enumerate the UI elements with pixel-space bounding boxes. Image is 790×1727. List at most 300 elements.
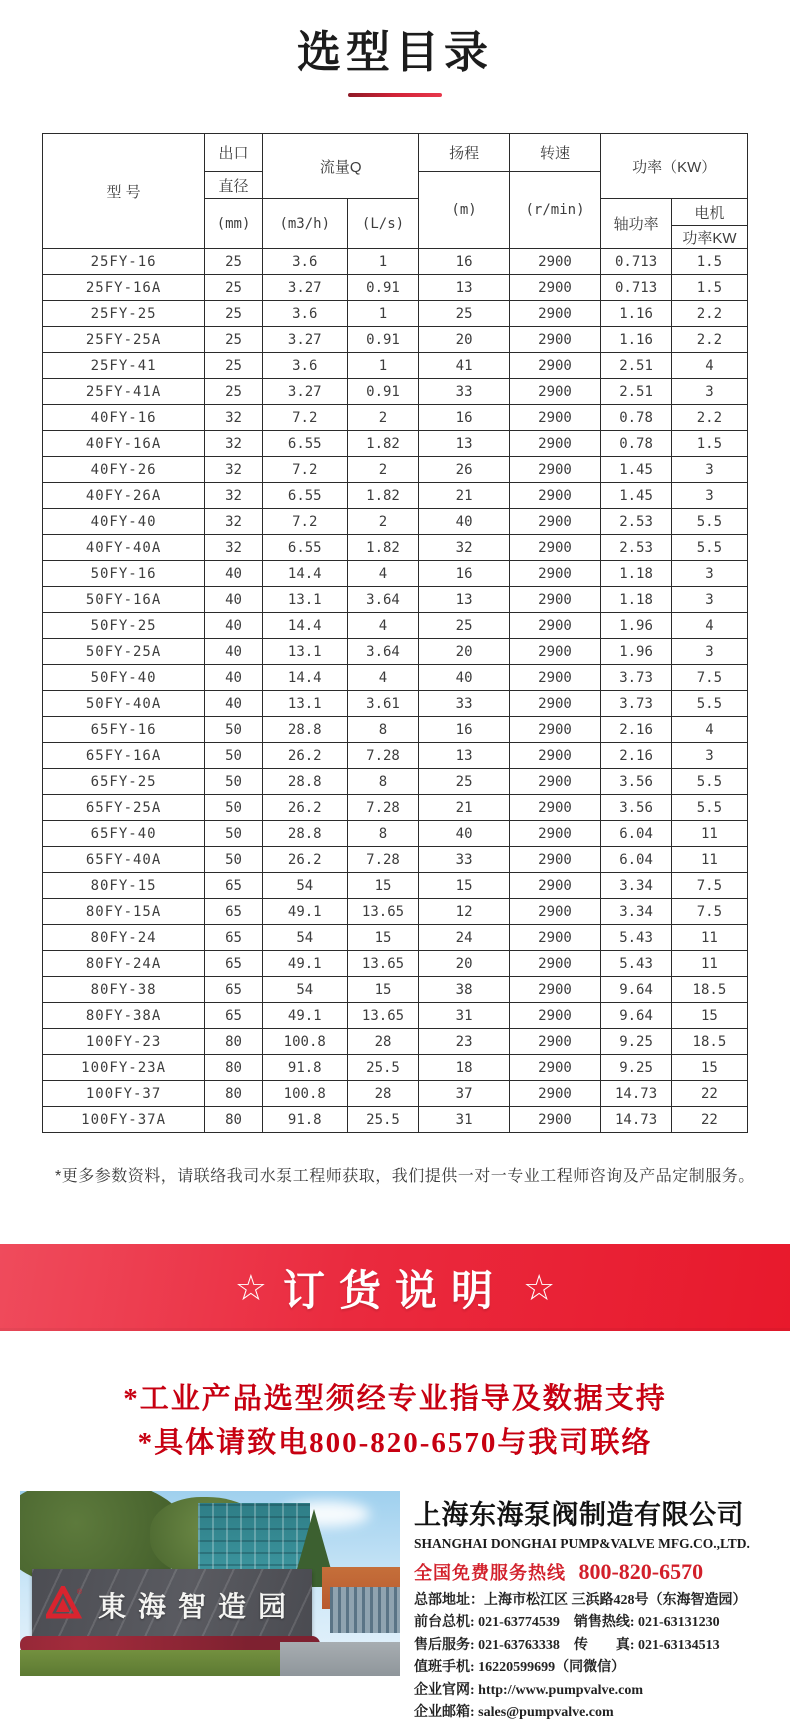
table-row: [43, 535, 748, 561]
table-cell: 0.78: [601, 405, 671, 431]
table-cell: 32: [205, 535, 263, 561]
table-cell: 0.78: [601, 431, 671, 457]
star-icon: ☆: [523, 1266, 556, 1308]
table-cell: 65: [205, 977, 263, 1003]
table-cell: 2900: [509, 925, 601, 951]
table-cell: 2.2: [671, 301, 747, 327]
table-cell: 32: [205, 457, 263, 483]
table-cell: 40: [205, 561, 263, 587]
table-row: [43, 1055, 748, 1081]
col-header-shaft-power: 轴功率: [601, 199, 671, 249]
table-cell: 6.55: [262, 431, 347, 457]
table-row: [43, 587, 748, 613]
table-cell: 15: [347, 977, 419, 1003]
table-cell: 80FY-38A: [43, 1003, 205, 1029]
table-row: [43, 1003, 748, 1029]
table-cell: 2900: [509, 587, 601, 613]
col-header-speed: 转速: [509, 134, 601, 172]
col-header-flow: 流量Q: [262, 134, 419, 199]
table-cell: 8: [347, 717, 419, 743]
table-cell: 4: [671, 353, 747, 379]
col-header-outlet-bottom: 直径: [205, 172, 263, 199]
table-cell: 80FY-24: [43, 925, 205, 951]
table-cell: 13.1: [262, 691, 347, 717]
table-cell: 3: [671, 483, 747, 509]
table-row: [43, 951, 748, 977]
table-cell: 26: [419, 457, 509, 483]
table-cell: 3.64: [347, 639, 419, 665]
table-cell: 5.5: [671, 691, 747, 717]
table-cell: 13.1: [262, 587, 347, 613]
table-cell: 2900: [509, 457, 601, 483]
table-cell: 3.56: [601, 795, 671, 821]
table-cell: 40FY-40A: [43, 535, 205, 561]
col-header-head-unit: (m): [419, 172, 509, 249]
table-cell: 2.51: [601, 379, 671, 405]
table-cell: 80: [205, 1055, 263, 1081]
table-cell: 38: [419, 977, 509, 1003]
table-cell: 2900: [509, 1003, 601, 1029]
table-cell: 2900: [509, 743, 601, 769]
table-cell: 23: [419, 1029, 509, 1055]
table-cell: 7.5: [671, 665, 747, 691]
factory-gate-shape: [330, 1587, 400, 1633]
table-cell: 1.16: [601, 301, 671, 327]
table-cell: 65: [205, 873, 263, 899]
table-cell: 3.73: [601, 691, 671, 717]
table-cell: 0.91: [347, 379, 419, 405]
table-cell: 28.8: [262, 769, 347, 795]
table-cell: 2.16: [601, 743, 671, 769]
table-cell: 18.5: [671, 1029, 747, 1055]
table-cell: 1.96: [601, 639, 671, 665]
table-cell: 25: [205, 327, 263, 353]
table-cell: 2900: [509, 951, 601, 977]
table-cell: 5.5: [671, 535, 747, 561]
table-cell: 9.25: [601, 1055, 671, 1081]
table-cell: 3.6: [262, 301, 347, 327]
table-cell: 2900: [509, 691, 601, 717]
company-name-cn: 上海东海泵阀制造有限公司: [414, 1500, 744, 1530]
table-cell: 65: [205, 925, 263, 951]
table-cell: 40: [419, 821, 509, 847]
table-cell: 3.34: [601, 899, 671, 925]
table-cell: 50: [205, 821, 263, 847]
hotline-label: 全国免费服务热线: [414, 1563, 566, 1583]
contact-lines: [414, 1590, 776, 1724]
table-cell: 9.25: [601, 1029, 671, 1055]
col-header-model: 型 号: [43, 134, 205, 249]
table-row: [43, 301, 748, 327]
table-cell: 2900: [509, 717, 601, 743]
table-cell: 25FY-25A: [43, 327, 205, 353]
table-cell: 0.713: [601, 275, 671, 301]
table-cell: 32: [205, 509, 263, 535]
table-cell: 2: [347, 457, 419, 483]
table-cell: 1.18: [601, 561, 671, 587]
spec-table-body: [43, 249, 748, 1133]
table-cell: 1: [347, 249, 419, 275]
table-cell: 14.4: [262, 561, 347, 587]
table-cell: 7.28: [347, 743, 419, 769]
table-cell: 2900: [509, 821, 601, 847]
table-cell: 13.65: [347, 951, 419, 977]
table-cell: 2.53: [601, 509, 671, 535]
table-cell: 2900: [509, 353, 601, 379]
table-row: [43, 327, 748, 353]
table-cell: 3: [671, 561, 747, 587]
table-row: [43, 275, 748, 301]
table-cell: 2900: [509, 977, 601, 1003]
table-cell: 32: [205, 405, 263, 431]
table-cell: 7.28: [347, 847, 419, 873]
table-cell: 2900: [509, 249, 601, 275]
table-cell: 49.1: [262, 1003, 347, 1029]
contact-line: 企业邮箱: sales@pumpvalve.com: [414, 1705, 614, 1721]
table-cell: 25FY-41: [43, 353, 205, 379]
table-cell: 50: [205, 717, 263, 743]
table-cell: 13.65: [347, 1003, 419, 1029]
table-cell: 11: [671, 951, 747, 977]
table-cell: 65: [205, 951, 263, 977]
table-cell: 14.4: [262, 665, 347, 691]
table-cell: 3.34: [601, 873, 671, 899]
table-cell: 40FY-26A: [43, 483, 205, 509]
table-cell: 80: [205, 1107, 263, 1133]
table-cell: 2900: [509, 847, 601, 873]
table-cell: 16: [419, 717, 509, 743]
col-header-outlet-top: 出口: [205, 134, 263, 172]
order-info-banner: [0, 1244, 790, 1331]
table-cell: 25: [205, 275, 263, 301]
table-cell: 18: [419, 1055, 509, 1081]
contact-line: 售后服务: 021-63763338 传 真: 021-63134513: [414, 1637, 720, 1653]
table-cell: 14.4: [262, 613, 347, 639]
table-row: [43, 691, 748, 717]
table-cell: 4: [347, 613, 419, 639]
star-icon: ☆: [234, 1266, 267, 1308]
contact-line: 值班手机: 16220599699（同微信）: [414, 1660, 626, 1676]
table-cell: 50FY-25A: [43, 639, 205, 665]
table-cell: 20: [419, 951, 509, 977]
page-title: 选型目录: [297, 28, 493, 77]
table-cell: 100FY-23: [43, 1029, 205, 1055]
table-cell: 20: [419, 327, 509, 353]
table-row: [43, 613, 748, 639]
table-cell: 50FY-16: [43, 561, 205, 587]
table-cell: 13: [419, 275, 509, 301]
table-cell: 65FY-25A: [43, 795, 205, 821]
table-cell: 25FY-25: [43, 301, 205, 327]
table-cell: 40FY-26: [43, 457, 205, 483]
table-cell: 1: [347, 301, 419, 327]
table-row: [43, 509, 748, 535]
title-section: [0, 0, 790, 97]
table-cell: 65FY-16A: [43, 743, 205, 769]
table-cell: 16: [419, 561, 509, 587]
table-cell: 3.6: [262, 249, 347, 275]
notice-line-2: *具体请致电800-820-6570与我司联络: [137, 1427, 653, 1459]
table-cell: 40FY-40: [43, 509, 205, 535]
table-cell: 33: [419, 379, 509, 405]
table-row: [43, 743, 748, 769]
table-cell: 25.5: [347, 1055, 419, 1081]
table-cell: 25FY-16: [43, 249, 205, 275]
table-cell: 80FY-15: [43, 873, 205, 899]
table-cell: 1.5: [671, 275, 747, 301]
title-underline-divider: [348, 93, 442, 97]
col-header-head: 扬程: [419, 134, 509, 172]
notices-section: [0, 1377, 790, 1465]
table-cell: 7.5: [671, 899, 747, 925]
table-cell: 50FY-40: [43, 665, 205, 691]
table-cell: 2: [347, 509, 419, 535]
table-cell: 14.73: [601, 1081, 671, 1107]
table-row: [43, 457, 748, 483]
table-row: [43, 353, 748, 379]
table-cell: 4: [347, 665, 419, 691]
table-cell: 2.51: [601, 353, 671, 379]
table-cell: 12: [419, 899, 509, 925]
table-cell: 2900: [509, 405, 601, 431]
table-cell: 2900: [509, 1107, 601, 1133]
table-cell: 1.18: [601, 587, 671, 613]
table-cell: 13.65: [347, 899, 419, 925]
table-cell: 13: [419, 431, 509, 457]
table-cell: 22: [671, 1081, 747, 1107]
table-cell: 3.56: [601, 769, 671, 795]
table-cell: 1.16: [601, 327, 671, 353]
table-cell: 50: [205, 795, 263, 821]
table-cell: 25FY-41A: [43, 379, 205, 405]
table-cell: 25: [419, 301, 509, 327]
table-row: [43, 769, 748, 795]
table-cell: 65FY-16: [43, 717, 205, 743]
footer-section: [0, 1491, 790, 1724]
table-cell: 0.91: [347, 327, 419, 353]
table-cell: 1.82: [347, 483, 419, 509]
table-cell: 50FY-40A: [43, 691, 205, 717]
table-cell: 2.2: [671, 327, 747, 353]
table-cell: 2900: [509, 899, 601, 925]
table-cell: 40FY-16A: [43, 431, 205, 457]
table-row: [43, 405, 748, 431]
table-cell: 3.64: [347, 587, 419, 613]
table-cell: 25: [205, 301, 263, 327]
col-header-flow-unit-m3h: (m3/h): [262, 199, 347, 249]
table-cell: 6.55: [262, 535, 347, 561]
table-cell: 4: [347, 561, 419, 587]
table-cell: 5.43: [601, 951, 671, 977]
table-cell: 0.91: [347, 275, 419, 301]
table-cell: 26.2: [262, 795, 347, 821]
notice-line-1: *工业产品选型须经专业指导及数据支持: [123, 1383, 667, 1415]
entrance-sign-text: 東海智造园: [98, 1591, 299, 1622]
table-cell: 2: [347, 405, 419, 431]
table-cell: 24: [419, 925, 509, 951]
table-cell: 8: [347, 769, 419, 795]
table-cell: 2.2: [671, 405, 747, 431]
table-cell: 80FY-24A: [43, 951, 205, 977]
contact-line: 企业官网: http://www.pumpvalve.com: [414, 1682, 644, 1698]
table-cell: 2900: [509, 379, 601, 405]
table-cell: 49.1: [262, 951, 347, 977]
table-cell: 80: [205, 1029, 263, 1055]
table-cell: 3: [671, 379, 747, 405]
table-cell: 18.5: [671, 977, 747, 1003]
table-cell: 32: [419, 535, 509, 561]
table-cell: 3: [671, 743, 747, 769]
table-row: [43, 847, 748, 873]
table-cell: 40FY-16: [43, 405, 205, 431]
table-cell: 2900: [509, 665, 601, 691]
table-cell: 28: [347, 1029, 419, 1055]
table-cell: 40: [205, 613, 263, 639]
table-row: [43, 665, 748, 691]
table-cell: 50: [205, 743, 263, 769]
col-header-outlet-unit: (mm): [205, 199, 263, 249]
table-cell: 7.28: [347, 795, 419, 821]
table-cell: 65FY-40: [43, 821, 205, 847]
table-cell: 15: [347, 925, 419, 951]
table-row: [43, 717, 748, 743]
table-cell: 16: [419, 405, 509, 431]
table-cell: 5.5: [671, 795, 747, 821]
table-row: [43, 1029, 748, 1055]
table-cell: 3.73: [601, 665, 671, 691]
table-cell: 2900: [509, 561, 601, 587]
table-cell: 100.8: [262, 1029, 347, 1055]
table-cell: 40: [205, 665, 263, 691]
table-cell: 80FY-15A: [43, 899, 205, 925]
banner-title: 订货说明: [282, 1266, 507, 1314]
table-cell: 50FY-16A: [43, 587, 205, 613]
table-cell: 15: [671, 1055, 747, 1081]
col-header-speed-unit: (r/min): [509, 172, 601, 249]
table-cell: 41: [419, 353, 509, 379]
table-cell: 13: [419, 743, 509, 769]
table-cell: 91.8: [262, 1107, 347, 1133]
table-cell: 21: [419, 795, 509, 821]
svg-text:®: ®: [77, 1588, 83, 1596]
table-row: [43, 821, 748, 847]
table-cell: 3: [671, 639, 747, 665]
table-cell: 2900: [509, 327, 601, 353]
table-cell: 4: [671, 717, 747, 743]
table-cell: 25: [205, 353, 263, 379]
service-hotline: [414, 1559, 776, 1585]
table-row: [43, 977, 748, 1003]
table-cell: 50FY-25: [43, 613, 205, 639]
table-cell: 3: [671, 457, 747, 483]
table-cell: 15: [671, 1003, 747, 1029]
table-cell: 54: [262, 977, 347, 1003]
table-cell: 100FY-37: [43, 1081, 205, 1107]
table-row: [43, 795, 748, 821]
table-cell: 40: [205, 691, 263, 717]
table-cell: 2900: [509, 613, 601, 639]
table-cell: 20: [419, 639, 509, 665]
table-cell: 31: [419, 1107, 509, 1133]
table-cell: 14.73: [601, 1107, 671, 1133]
table-cell: 3.27: [262, 327, 347, 353]
contact-line: 总部地址：上海市松江区 三浜路428号（东海智造园）: [414, 1593, 747, 1608]
col-header-power-group: 功率（KW）: [601, 134, 748, 199]
table-cell: 15: [347, 873, 419, 899]
table-cell: 13.1: [262, 639, 347, 665]
company-info: [414, 1491, 776, 1724]
table-row: [43, 483, 748, 509]
table-cell: 6.55: [262, 483, 347, 509]
table-cell: 2900: [509, 639, 601, 665]
spec-table: [42, 133, 748, 1133]
table-cell: 2900: [509, 1081, 601, 1107]
table-cell: 8: [347, 821, 419, 847]
table-cell: 4: [671, 613, 747, 639]
table-cell: 1.82: [347, 431, 419, 457]
table-cell: 9.64: [601, 977, 671, 1003]
table-cell: 3.61: [347, 691, 419, 717]
table-cell: 5.43: [601, 925, 671, 951]
table-cell: 32: [205, 431, 263, 457]
entrance-sign: [32, 1569, 312, 1641]
pavement-shape: [280, 1642, 400, 1676]
table-cell: 9.64: [601, 1003, 671, 1029]
col-header-motor-top: 电机: [671, 199, 747, 226]
table-cell: 1.45: [601, 457, 671, 483]
table-cell: 2900: [509, 301, 601, 327]
table-cell: 28: [347, 1081, 419, 1107]
table-cell: 65FY-40A: [43, 847, 205, 873]
table-row: [43, 639, 748, 665]
table-cell: 6.04: [601, 821, 671, 847]
table-cell: 3: [671, 587, 747, 613]
table-cell: 31: [419, 1003, 509, 1029]
table-cell: 40: [419, 509, 509, 535]
table-cell: 25FY-16A: [43, 275, 205, 301]
table-cell: 1.96: [601, 613, 671, 639]
table-cell: 2900: [509, 431, 601, 457]
table-cell: 40: [205, 587, 263, 613]
table-cell: 1: [347, 353, 419, 379]
table-cell: 3.27: [262, 379, 347, 405]
table-cell: 33: [419, 691, 509, 717]
table-row: [43, 561, 748, 587]
table-cell: 1.82: [347, 535, 419, 561]
table-cell: 1.45: [601, 483, 671, 509]
table-cell: 2.16: [601, 717, 671, 743]
table-cell: 40: [205, 639, 263, 665]
table-cell: 100.8: [262, 1081, 347, 1107]
table-cell: 1.5: [671, 431, 747, 457]
table-row: [43, 1081, 748, 1107]
table-footnote: *更多参数资料，请联络我司水泵工程师获取，我们提供一对一专业工程师咨询及产品定制服务。: [55, 1168, 755, 1185]
table-cell: 7.2: [262, 509, 347, 535]
table-cell: 2900: [509, 275, 601, 301]
table-cell: 21: [419, 483, 509, 509]
table-row: [43, 1107, 748, 1133]
table-cell: 32: [205, 483, 263, 509]
table-cell: 25: [205, 249, 263, 275]
table-cell: 1.5: [671, 249, 747, 275]
table-row: [43, 873, 748, 899]
table-cell: 11: [671, 847, 747, 873]
contact-line: 前台总机: 021-63774539 销售热线: 021-63131230: [414, 1615, 720, 1631]
table-cell: 54: [262, 873, 347, 899]
table-cell: 2900: [509, 509, 601, 535]
table-cell: 16: [419, 249, 509, 275]
table-cell: 37: [419, 1081, 509, 1107]
